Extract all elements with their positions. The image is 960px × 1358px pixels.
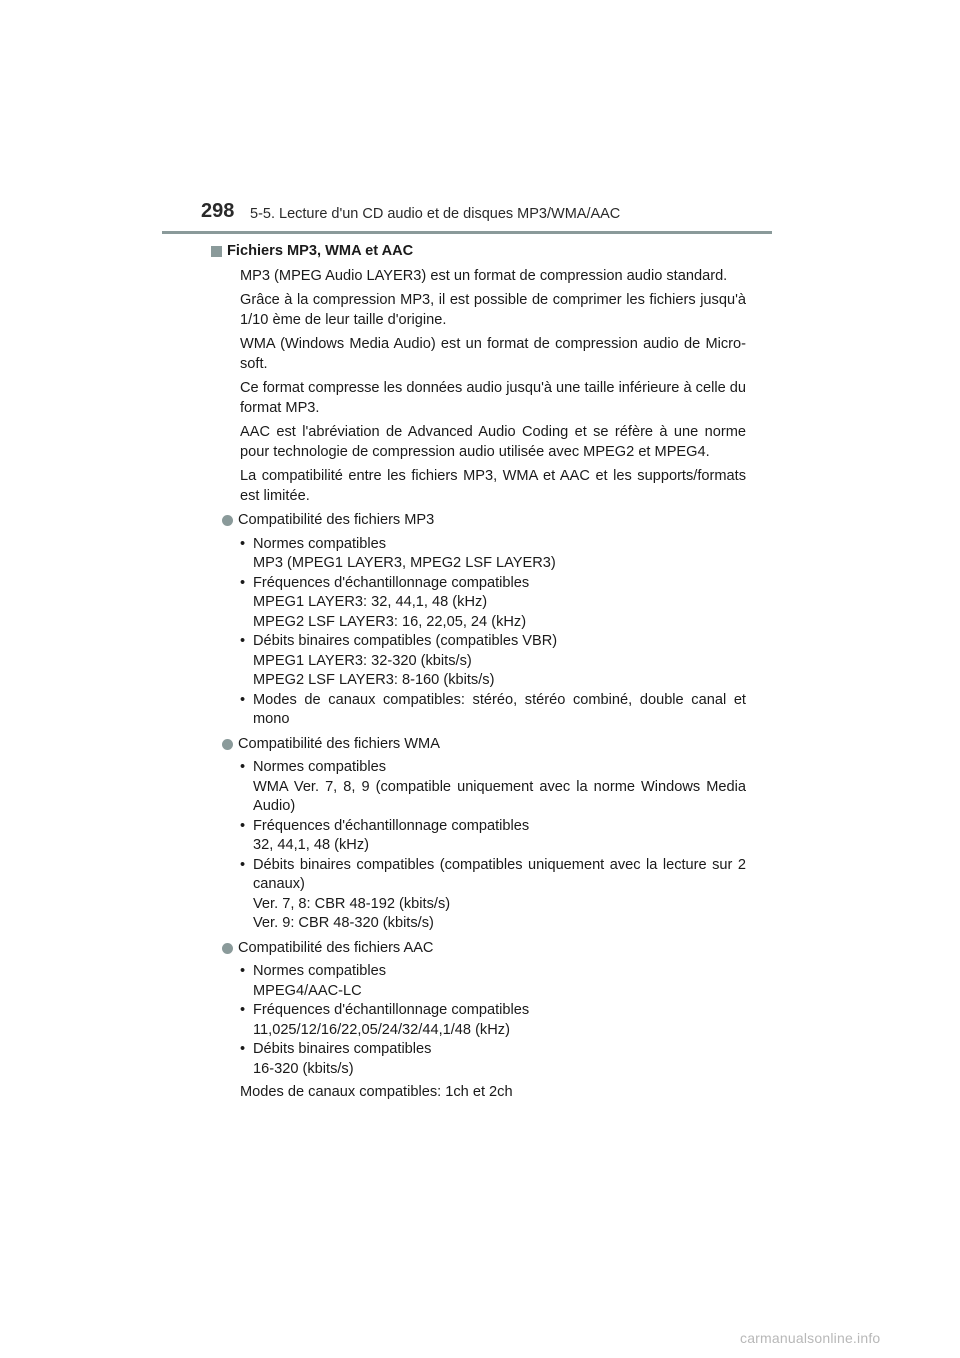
aac-compat-list — [222, 962, 746, 1079]
site-watermark[interactable]: carmanualsonline.info — [740, 1330, 881, 1346]
main-content — [222, 242, 746, 1103]
item-label: Fréquences d'échantillonnage compatibles — [253, 817, 530, 834]
bullet-glyph: • — [240, 691, 246, 708]
paragraph: AAC est l'abréviation de Advanced Audio Coding et se réfère à une norme pour technologie de compression audio utilisée avec MPEG2 et MPEG4. — [240, 424, 746, 460]
item-label: Débits binaires compatibles (compatibles uniquement avec la lecture sur 2 canaux) — [253, 856, 746, 892]
topic-heading-text: Fichiers MP3, WMA et AAC — [227, 243, 414, 259]
paragraph: MP3 (MPEG Audio LAYER3) est un format de compression audio standard. — [240, 267, 728, 284]
bullet-glyph: • — [240, 856, 246, 873]
mp3-compat-list — [222, 535, 746, 730]
paragraph: La compatibilité entre les fichiers MP3, WMA et AAC et les supports/formats est limitée. — [240, 468, 746, 504]
list-item — [222, 1040, 746, 1079]
page-number: 298 — [201, 200, 235, 222]
item-detail: 11,025/12/16/22,05/24/32/44,1/48 (kHz) — [253, 1021, 510, 1038]
page-header — [0, 0, 960, 240]
item-detail: MPEG2 LSF LAYER3: 8-160 (kbits/s) — [253, 672, 495, 688]
subsection-title: Compatibilité des fichiers WMA — [238, 735, 440, 752]
wma-compat-list — [222, 758, 746, 934]
list-item — [222, 535, 746, 574]
list-item — [222, 817, 746, 856]
bullet-glyph: • — [240, 633, 246, 649]
item-label: Normes compatibles — [253, 759, 387, 775]
bullet-glyph: • — [240, 1002, 246, 1018]
wma-compat-heading — [222, 735, 746, 755]
header-divider — [162, 231, 772, 234]
item-detail: WMA Ver. 7, 8, 9 (compatible uniquement avec la norme Windows Media Audio) — [253, 778, 746, 814]
mp3-compat-heading — [222, 511, 746, 531]
bullet-glyph: • — [240, 535, 246, 552]
bullet-glyph: • — [240, 759, 246, 775]
item-detail: MP3 (MPEG1 LAYER3, MPEG2 LSF LAYER3) — [253, 555, 556, 571]
item-detail: 32, 44,1, 48 (kHz) — [253, 837, 369, 853]
item-detail: 16-320 (kbits/s) — [253, 1060, 354, 1077]
aac-compat-heading — [222, 939, 746, 959]
item-detail: MPEG2 LSF LAYER3: 16, 22,05, 24 (kHz) — [253, 613, 527, 630]
topic-heading — [222, 242, 746, 262]
paragraph: Ce format compresse les données audio jusqu'à une taille inférieure à celle du format MP3. — [240, 380, 746, 416]
item-detail: Ver. 9: CBR 48-320 (kbits/s) — [253, 915, 434, 931]
bullet-glyph: • — [240, 574, 246, 591]
aac-channel-modes: Modes de canaux compatibles: 1ch et 2ch — [240, 1084, 513, 1100]
paragraph: Grâce à la compression MP3, il est possible de comprimer les fichiers jusqu'à 1/10 ème de leur taille d'origine. — [240, 292, 746, 328]
list-item — [222, 758, 746, 817]
item-detail: Ver. 7, 8: CBR 48-192 (kbits/s) — [253, 895, 451, 912]
list-item — [222, 574, 746, 633]
subsection-title: Compatibilité des fichiers AAC — [238, 939, 434, 956]
subsection-title: Compatibilité des fichiers MP3 — [238, 512, 435, 528]
item-label: Fréquences d'échantillonnage compatibles — [253, 574, 530, 591]
bullet-glyph: • — [240, 1041, 246, 1057]
item-label: Modes de canaux compatibles: stéréo, stéréo combiné, double canal et mono — [253, 691, 746, 727]
list-item — [222, 1001, 746, 1040]
circle-bullet-icon — [222, 515, 233, 526]
circle-bullet-icon — [222, 739, 233, 750]
item-detail: MPEG1 LAYER3: 32-320 (kbits/s) — [253, 652, 472, 669]
section-title: 5-5. Lecture d'un CD audio et de disques MP3/WMA/AAC — [250, 206, 621, 222]
list-item — [222, 962, 746, 1001]
item-label: Normes compatibles — [253, 963, 387, 979]
list-item — [222, 856, 746, 934]
square-bullet-icon — [211, 246, 222, 257]
item-label: Débits binaires compatibles (compatibles VBR) — [253, 633, 558, 649]
list-item — [222, 691, 746, 730]
circle-bullet-icon — [222, 943, 233, 954]
item-detail: MPEG4/AAC-LC — [253, 982, 362, 999]
bullet-glyph: • — [240, 963, 246, 979]
item-detail: MPEG1 LAYER3: 32, 44,1, 48 (kHz) — [253, 594, 488, 610]
list-item — [222, 632, 746, 691]
paragraph: WMA (Windows Media Audio) est un format de compression audio de Micro-soft. — [240, 336, 746, 372]
item-label: Fréquences d'échantillonnage compatibles — [253, 1002, 530, 1018]
item-label: Débits binaires compatibles — [253, 1041, 432, 1057]
item-label: Normes compatibles — [253, 535, 387, 552]
bullet-glyph: • — [240, 817, 246, 834]
